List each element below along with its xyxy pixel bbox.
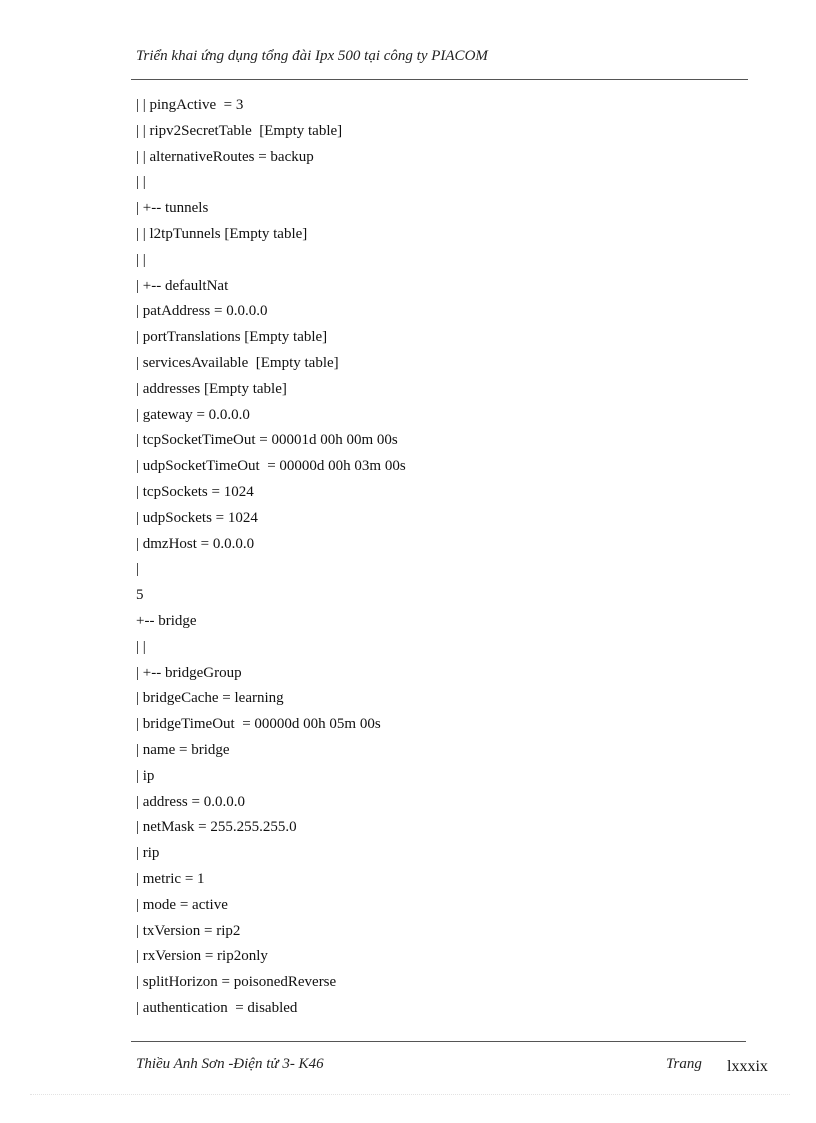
config-line: | udpSocketTimeOut = 00000d 00h 03m 00s xyxy=(136,458,406,475)
footer-author: Thiều Anh Sơn -Điện tử 3- K46 xyxy=(136,1056,324,1072)
page-edge-dotted-line xyxy=(30,1094,790,1095)
config-line: | gateway = 0.0.0.0 xyxy=(136,406,250,423)
config-line: | ip xyxy=(136,767,155,784)
config-line: | | l2tpTunnels [Empty table] xyxy=(136,225,308,242)
config-line: | address = 0.0.0.0 xyxy=(136,793,245,810)
config-line: | splitHorizon = poisonedReverse xyxy=(136,974,337,991)
config-line: | | pingActive = 3 xyxy=(136,97,244,113)
config-line: | dmzHost = 0.0.0.0 xyxy=(136,535,255,552)
config-line: | | xyxy=(136,174,146,191)
config-line: | rip xyxy=(136,845,160,862)
config-line: | rxVersion = rip2only xyxy=(136,948,268,965)
page-header: Triển khai ứng dụng tổng đài Ipx 500 tại công ty PIACOM xyxy=(136,48,488,64)
config-line: | +-- bridgeGroup xyxy=(136,664,242,681)
config-line: | tcpSockets = 1024 xyxy=(136,483,254,500)
page-number: lxxxix xyxy=(727,1058,768,1075)
config-line: | mode = active xyxy=(136,896,228,913)
config-line: | udpSockets = 1024 xyxy=(136,509,258,526)
config-line: | tcpSocketTimeOut = 00001d 00h 00m 00s xyxy=(136,432,398,449)
config-line: | authentication = disabled xyxy=(136,999,298,1016)
config-line: | metric = 1 xyxy=(136,870,205,887)
config-line: | bridgeCache = learning xyxy=(136,690,284,707)
config-line: 5 xyxy=(136,587,144,604)
config-line: | | xyxy=(136,251,146,268)
config-line: | +-- tunnels xyxy=(136,200,209,217)
config-line: | | alternativeRoutes = backup xyxy=(136,148,314,165)
config-line: | bridgeTimeOut = 00000d 00h 05m 00s xyxy=(136,716,381,733)
config-line: | addresses [Empty table] xyxy=(136,380,287,397)
header-divider xyxy=(131,79,748,80)
config-line: | +-- defaultNat xyxy=(136,277,229,294)
config-line: | patAddress = 0.0.0.0 xyxy=(136,303,268,320)
config-line: | servicesAvailable [Empty table] xyxy=(136,354,339,371)
config-line: | | ripv2SecretTable [Empty table] xyxy=(136,122,343,139)
config-line: | txVersion = rip2 xyxy=(136,922,241,939)
config-line: | | xyxy=(136,638,146,655)
config-listing xyxy=(136,93,406,1022)
config-line: | xyxy=(136,561,140,578)
config-line: | portTranslations [Empty table] xyxy=(136,329,328,346)
config-line: | netMask = 255.255.255.0 xyxy=(136,819,297,836)
footer-page-label: Trang xyxy=(666,1056,702,1072)
config-line: +-- bridge xyxy=(136,612,197,629)
config-line: | name = bridge xyxy=(136,741,230,758)
footer-divider xyxy=(131,1041,746,1042)
